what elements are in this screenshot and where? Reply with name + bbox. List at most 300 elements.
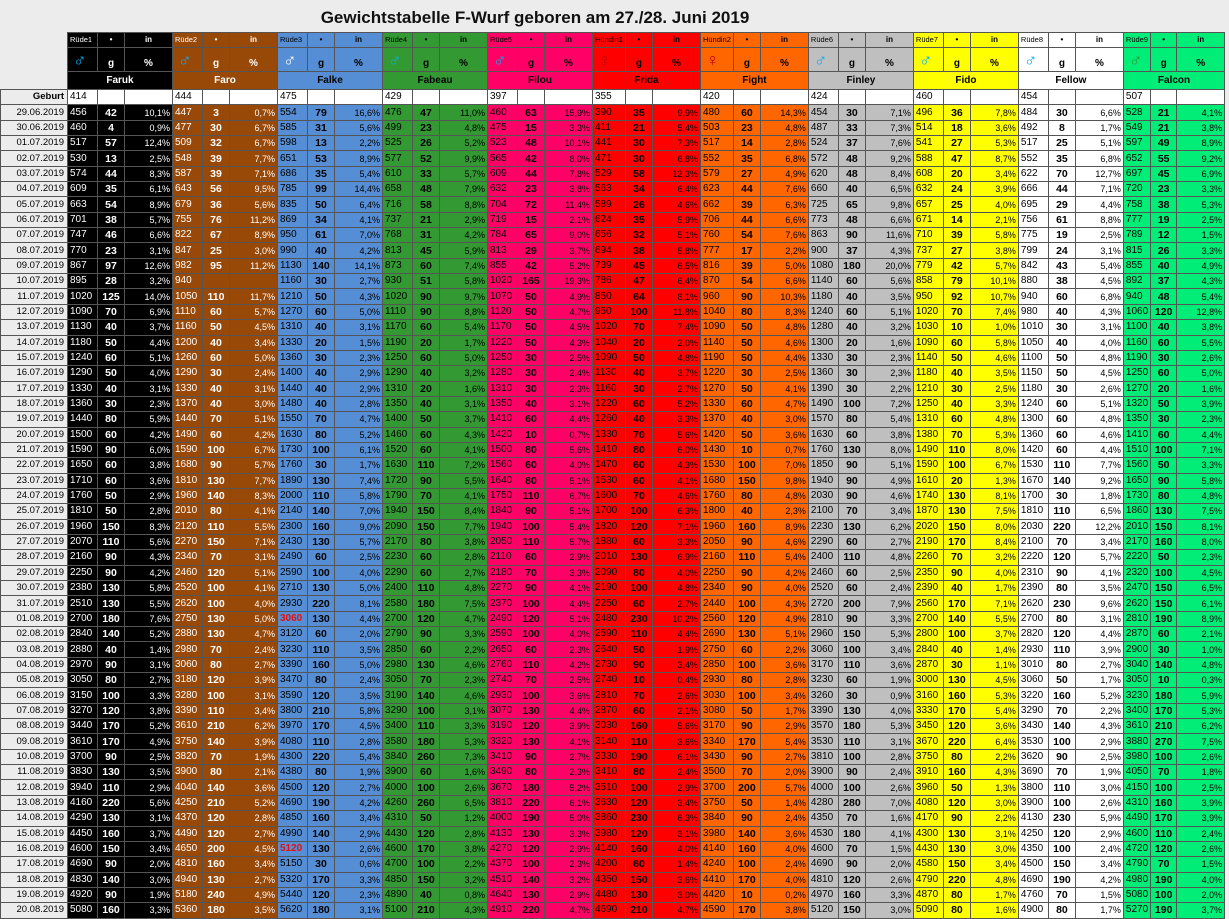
percent-cell[interactable]: 5,1% — [230, 412, 278, 427]
weight-cell[interactable]: 4920 — [68, 887, 98, 902]
percent-cell[interactable]: 7,0% — [335, 504, 383, 519]
gain-cell[interactable]: 13 — [308, 136, 335, 151]
weight-cell[interactable]: 529 — [593, 166, 626, 181]
gain-cell[interactable]: 120 — [625, 826, 652, 841]
percent-cell[interactable]: 8,3% — [125, 166, 173, 181]
gain-cell[interactable]: 80 — [518, 442, 545, 457]
percent-cell[interactable]: 5,7% — [440, 166, 488, 181]
gain-cell[interactable]: 10 — [625, 673, 652, 688]
weight-cell[interactable]: 2800 — [913, 627, 943, 642]
percent-cell[interactable]: 4,9% — [760, 611, 808, 626]
percent-cell[interactable]: 5,4% — [865, 412, 913, 427]
weight-cell[interactable]: 4370 — [488, 857, 518, 872]
weight-cell[interactable]: 5320 — [278, 872, 308, 887]
gain-cell[interactable]: 90 — [733, 534, 760, 549]
weight-cell[interactable]: 2820 — [1018, 627, 1048, 642]
weight-cell[interactable]: 725 — [808, 197, 838, 212]
weight-cell[interactable]: 2810 — [593, 688, 626, 703]
weight-cell[interactable]: 3430 — [700, 749, 733, 764]
weight-cell[interactable]: 456 — [68, 105, 98, 120]
weight-cell[interactable]: 1090 — [68, 304, 98, 319]
weight-cell[interactable]: 1750 — [488, 488, 518, 503]
percent-cell[interactable]: 3,0% — [1075, 780, 1123, 795]
percent-cell[interactable]: 11,2% — [230, 258, 278, 273]
percent-cell[interactable]: 2,9% — [125, 780, 173, 795]
weight-cell[interactable]: 577 — [383, 151, 413, 166]
percent-cell[interactable]: 5,3% — [865, 627, 913, 642]
puppy-label-3[interactable]: Rüde4 — [383, 33, 413, 48]
weight-cell[interactable]: 1680 — [173, 458, 203, 473]
gain-cell[interactable]: 50 — [518, 289, 545, 304]
percent-cell[interactable]: 4,1% — [335, 212, 383, 227]
in-cell[interactable]: in — [1075, 33, 1123, 48]
unit-g[interactable]: g — [308, 48, 335, 72]
gain-cell[interactable]: 150 — [733, 473, 760, 488]
gain-cell[interactable]: 60 — [518, 642, 545, 657]
sex-symbol-icon[interactable] — [488, 48, 518, 72]
gain-cell[interactable]: 90 — [518, 504, 545, 519]
gain-cell[interactable]: 160 — [308, 657, 335, 672]
weight-cell[interactable]: 1360 — [278, 350, 308, 365]
percent-cell[interactable]: 3,5% — [335, 688, 383, 703]
weight-cell[interactable]: 3530 — [1018, 734, 1048, 749]
percent-cell[interactable]: 0,2% — [760, 887, 808, 902]
percent-cell[interactable]: 11,4% — [545, 197, 593, 212]
percent-cell[interactable]: 2,2% — [440, 857, 488, 872]
puppy-name-finley[interactable]: Finley — [808, 72, 913, 90]
weight-cell[interactable]: 5620 — [278, 903, 308, 918]
percent-cell[interactable]: 3,8% — [125, 458, 173, 473]
weight-cell[interactable]: 4790 — [1123, 857, 1150, 872]
weight-cell[interactable]: 608 — [913, 166, 943, 181]
weight-cell[interactable]: 1960 — [68, 519, 98, 534]
date-cell[interactable]: 13.07.2019 — [1, 320, 68, 335]
cell[interactable] — [308, 90, 335, 105]
gain-cell[interactable]: 8 — [1048, 120, 1075, 135]
percent-cell[interactable]: 2,0% — [335, 627, 383, 642]
weight-cell[interactable]: 1410 — [1123, 427, 1150, 442]
gain-cell[interactable]: 110 — [733, 550, 760, 565]
gain-cell[interactable]: 160 — [308, 519, 335, 534]
date-cell[interactable]: 02.07.2019 — [1, 151, 68, 166]
gain-cell[interactable]: 170 — [1151, 811, 1177, 826]
gain-cell[interactable]: 30 — [733, 366, 760, 381]
gain-cell[interactable]: 47 — [413, 105, 440, 120]
weight-cell[interactable]: 773 — [808, 212, 838, 227]
weight-cell[interactable]: 2930 — [700, 673, 733, 688]
weight-cell[interactable]: 514 — [913, 120, 943, 135]
gain-cell[interactable]: 70 — [625, 320, 652, 335]
percent-cell[interactable]: 7,8% — [970, 105, 1018, 120]
gain-cell[interactable]: 50 — [1151, 396, 1177, 411]
weight-cell[interactable]: 739 — [593, 258, 626, 273]
gain-cell[interactable]: 100 — [733, 458, 760, 473]
unit-pct[interactable]: % — [230, 48, 278, 72]
weight-cell[interactable]: 1440 — [68, 412, 98, 427]
sex-symbol-icon[interactable] — [593, 48, 626, 72]
percent-cell[interactable]: 4,3% — [1075, 719, 1123, 734]
weight-cell[interactable]: 1820 — [593, 519, 626, 534]
weight-cell[interactable]: 1650 — [1123, 473, 1150, 488]
percent-cell[interactable]: 4,4% — [1075, 627, 1123, 642]
gain-cell[interactable]: 60 — [733, 396, 760, 411]
gain-cell[interactable]: 15 — [518, 212, 545, 227]
gain-cell[interactable]: 31 — [308, 120, 335, 135]
gain-cell[interactable]: 80 — [943, 749, 970, 764]
gain-cell[interactable]: 80 — [838, 412, 865, 427]
percent-cell[interactable]: 0,6% — [335, 857, 383, 872]
header-corner-3[interactable] — [1, 72, 68, 90]
weight-cell[interactable]: 1940 — [488, 519, 518, 534]
puppy-label-2[interactable]: Rüde3 — [278, 33, 308, 48]
percent-cell[interactable]: 9,2% — [865, 151, 913, 166]
gain-cell[interactable]: 100 — [943, 627, 970, 642]
gain-cell[interactable]: 80 — [98, 412, 125, 427]
weight-cell[interactable]: 1310 — [383, 381, 413, 396]
weight-cell[interactable]: 1500 — [488, 442, 518, 457]
gain-cell[interactable]: 45 — [413, 243, 440, 258]
weight-cell[interactable]: 4310 — [1123, 795, 1150, 810]
gain-cell[interactable]: 50 — [943, 350, 970, 365]
weight-cell[interactable]: 3750 — [913, 749, 943, 764]
sex-symbol-icon[interactable] — [173, 48, 203, 72]
weight-cell[interactable]: 4040 — [173, 780, 203, 795]
gain-cell[interactable]: 100 — [518, 688, 545, 703]
gain-cell[interactable]: 70 — [203, 550, 230, 565]
sex-symbol-icon[interactable] — [68, 48, 98, 72]
weight-cell[interactable]: 4850 — [383, 872, 413, 887]
gain-cell[interactable]: 90 — [733, 749, 760, 764]
percent-cell[interactable]: 4,8% — [760, 320, 808, 335]
weight-cell[interactable]: 3120 — [278, 627, 308, 642]
date-cell[interactable]: 06.08.2019 — [1, 688, 68, 703]
gain-cell[interactable]: 70 — [518, 565, 545, 580]
gain-cell[interactable]: 90 — [518, 581, 545, 596]
gain-cell[interactable]: 100 — [413, 703, 440, 718]
percent-cell[interactable]: 4,0% — [760, 581, 808, 596]
weight-cell[interactable]: 1130 — [278, 258, 308, 273]
gain-cell[interactable]: 32 — [203, 136, 230, 151]
weight-cell[interactable]: 4000 — [488, 811, 518, 826]
weight-cell[interactable]: 1810 — [68, 504, 98, 519]
unit-g[interactable]: g — [413, 48, 440, 72]
percent-cell[interactable]: 2,9% — [335, 366, 383, 381]
percent-cell[interactable]: 4,3% — [545, 335, 593, 350]
percent-cell[interactable]: 1,8% — [1075, 488, 1123, 503]
weight-cell[interactable]: 3270 — [68, 703, 98, 718]
gain-cell[interactable]: 90 — [518, 749, 545, 764]
gain-cell[interactable]: 150 — [203, 534, 230, 549]
percent-cell[interactable]: 2,3% — [440, 673, 488, 688]
weight-cell[interactable]: 3500 — [700, 765, 733, 780]
gain-cell[interactable]: 90 — [413, 289, 440, 304]
gain-cell[interactable]: 100 — [413, 857, 440, 872]
weight-cell[interactable]: 3490 — [488, 765, 518, 780]
weight-cell[interactable]: 4250 — [173, 795, 203, 810]
weight-cell[interactable]: 870 — [700, 274, 733, 289]
percent-cell[interactable]: 5,7% — [125, 212, 173, 227]
weight-cell[interactable]: 1410 — [593, 442, 626, 457]
gain-cell[interactable]: 170 — [98, 719, 125, 734]
weight-cell[interactable]: 2490 — [488, 611, 518, 626]
percent-cell[interactable]: 2,6% — [1075, 381, 1123, 396]
percent-cell[interactable]: 5,3% — [970, 688, 1018, 703]
gain-cell[interactable]: 30 — [203, 120, 230, 135]
percent-cell[interactable]: 5,0% — [1177, 366, 1225, 381]
weight-cell[interactable]: 1310 — [278, 320, 308, 335]
gain-cell[interactable]: 220 — [943, 734, 970, 749]
weight-cell[interactable]: 2710 — [278, 581, 308, 596]
bullet-cell[interactable]: • — [203, 33, 230, 48]
in-cell[interactable]: in — [652, 33, 700, 48]
gain-cell[interactable]: 160 — [733, 841, 760, 856]
weight-cell[interactable]: 1380 — [913, 427, 943, 442]
weight-cell[interactable]: 4850 — [278, 811, 308, 826]
percent-cell[interactable]: 3,4% — [970, 166, 1018, 181]
in-cell[interactable]: in — [760, 33, 808, 48]
percent-cell[interactable]: 3,4% — [230, 703, 278, 718]
gain-cell[interactable]: 120 — [518, 611, 545, 626]
gain-cell[interactable]: 21 — [625, 120, 652, 135]
weight-cell[interactable]: 2970 — [68, 657, 98, 672]
weight-cell[interactable]: 1590 — [913, 458, 943, 473]
gain-cell[interactable]: 170 — [98, 734, 125, 749]
percent-cell[interactable]: 2,9% — [1075, 734, 1123, 749]
weight-cell[interactable]: 471 — [593, 151, 626, 166]
birth-weight[interactable]: 475 — [278, 90, 308, 105]
gain-cell[interactable]: 100 — [518, 857, 545, 872]
percent-cell[interactable]: 0,4% — [652, 673, 700, 688]
percent-cell[interactable]: 3,4% — [760, 688, 808, 703]
percent-cell[interactable]: 3,4% — [125, 841, 173, 856]
gain-cell[interactable]: 80 — [518, 473, 545, 488]
weight-cell[interactable]: 1530 — [593, 473, 626, 488]
weight-cell[interactable]: 1490 — [173, 427, 203, 442]
gain-cell[interactable]: 30 — [1151, 350, 1177, 365]
percent-cell[interactable]: 0,9% — [125, 120, 173, 135]
gain-cell[interactable]: 97 — [98, 258, 125, 273]
percent-cell[interactable]: 5,2% — [230, 795, 278, 810]
date-cell[interactable]: 07.07.2019 — [1, 228, 68, 243]
percent-cell[interactable]: 3,7% — [125, 320, 173, 335]
percent-cell[interactable]: 3,0% — [652, 887, 700, 902]
weight-cell[interactable]: 1350 — [383, 396, 413, 411]
weight-cell[interactable]: 1940 — [808, 473, 838, 488]
gain-cell[interactable]: 110 — [838, 550, 865, 565]
weight-cell[interactable]: 2010 — [173, 504, 203, 519]
weight-cell[interactable]: 4240 — [700, 857, 733, 872]
gain-cell[interactable]: 60 — [203, 350, 230, 365]
gain-cell[interactable]: 140 — [308, 826, 335, 841]
percent-cell[interactable]: 3,3% — [865, 611, 913, 626]
unit-g[interactable]: g — [838, 48, 865, 72]
weight-cell[interactable]: 3530 — [808, 734, 838, 749]
percent-cell[interactable]: 2,7% — [652, 596, 700, 611]
date-cell[interactable]: 05.07.2019 — [1, 197, 68, 212]
weight-cell[interactable]: 842 — [1018, 258, 1048, 273]
gain-cell[interactable]: 120 — [838, 872, 865, 887]
date-cell[interactable]: 08.08.2019 — [1, 719, 68, 734]
gain-cell[interactable]: 30 — [308, 857, 335, 872]
percent-cell[interactable]: 4,5% — [230, 841, 278, 856]
percent-cell[interactable]: 8,9% — [1177, 611, 1225, 626]
percent-cell[interactable]: 15,9% — [545, 105, 593, 120]
weight-cell[interactable]: 2870 — [593, 703, 626, 718]
weight-cell[interactable]: 671 — [913, 212, 943, 227]
gain-cell[interactable]: 90 — [838, 857, 865, 872]
weight-cell[interactable]: 3570 — [808, 719, 838, 734]
weight-cell[interactable]: 1020 — [68, 289, 98, 304]
date-cell[interactable]: 23.07.2019 — [1, 473, 68, 488]
percent-cell[interactable]: 5,8% — [970, 335, 1018, 350]
gain-cell[interactable]: 130 — [943, 673, 970, 688]
weight-cell[interactable]: 579 — [700, 166, 733, 181]
percent-cell[interactable]: 1,0% — [970, 320, 1018, 335]
cell[interactable] — [1048, 90, 1075, 105]
percent-cell[interactable]: 6,5% — [440, 795, 488, 810]
percent-cell[interactable]: 5,1% — [652, 228, 700, 243]
gain-cell[interactable]: 70 — [413, 488, 440, 503]
weight-cell[interactable]: 697 — [1123, 166, 1150, 181]
percent-cell[interactable]: 3,1% — [652, 826, 700, 841]
weight-cell[interactable]: 1360 — [808, 366, 838, 381]
weight-cell[interactable]: 694 — [593, 243, 626, 258]
gain-cell[interactable]: 27 — [943, 136, 970, 151]
weight-cell[interactable]: 4760 — [1018, 887, 1048, 902]
percent-cell[interactable]: 3,2% — [545, 872, 593, 887]
percent-cell[interactable]: 2,5% — [1177, 780, 1225, 795]
weight-cell[interactable]: 3330 — [593, 749, 626, 764]
percent-cell[interactable]: 1,7% — [1075, 120, 1123, 135]
gain-cell[interactable]: 100 — [733, 657, 760, 672]
gain-cell[interactable]: 24 — [943, 182, 970, 197]
gain-cell[interactable]: 90 — [733, 581, 760, 596]
gain-cell[interactable]: 130 — [308, 581, 335, 596]
percent-cell[interactable]: 9,8% — [760, 473, 808, 488]
weight-cell[interactable]: 525 — [383, 136, 413, 151]
weight-cell[interactable]: 2270 — [173, 534, 203, 549]
percent-cell[interactable]: 5,5% — [1177, 335, 1225, 350]
percent-cell[interactable]: 4,5% — [970, 673, 1018, 688]
percent-cell[interactable]: 4,9% — [125, 734, 173, 749]
weight-cell[interactable]: 4690 — [593, 903, 626, 918]
percent-cell[interactable]: 3,6% — [652, 734, 700, 749]
percent-cell[interactable]: 2,4% — [1075, 841, 1123, 856]
weight-cell[interactable]: 4430 — [913, 841, 943, 856]
weight-cell[interactable]: 658 — [383, 182, 413, 197]
percent-cell[interactable]: 6,7% — [230, 120, 278, 135]
weight-cell[interactable]: 2750 — [700, 642, 733, 657]
percent-cell[interactable]: 2,3% — [335, 887, 383, 902]
gain-cell[interactable]: 60 — [1151, 427, 1177, 442]
weight-cell[interactable]: 3610 — [1123, 719, 1150, 734]
percent-cell[interactable]: 4,7% — [545, 903, 593, 918]
gain-cell[interactable]: 67 — [203, 228, 230, 243]
percent-cell[interactable]: 5,7% — [1075, 550, 1123, 565]
percent-cell[interactable]: 5,3% — [440, 734, 488, 749]
gain-cell[interactable]: 72 — [518, 197, 545, 212]
percent-cell[interactable]: 3,1% — [335, 320, 383, 335]
cell[interactable] — [335, 90, 383, 105]
percent-cell[interactable]: 2,6% — [652, 688, 700, 703]
gain-cell[interactable]: 60 — [625, 396, 652, 411]
percent-cell[interactable]: 2,3% — [335, 350, 383, 365]
weight-cell[interactable]: 2580 — [383, 596, 413, 611]
gain-cell[interactable]: 50 — [1048, 350, 1075, 365]
gain-cell[interactable]: 130 — [943, 504, 970, 519]
percent-cell[interactable]: 3,8% — [970, 243, 1018, 258]
percent-cell[interactable]: 10,1% — [545, 136, 593, 151]
weight-cell[interactable]: 679 — [173, 197, 203, 212]
weight-cell[interactable]: 2180 — [488, 565, 518, 580]
gain-cell[interactable]: 60 — [838, 673, 865, 688]
percent-cell[interactable]: 6,4% — [652, 274, 700, 289]
gain-cell[interactable]: 170 — [308, 872, 335, 887]
percent-cell[interactable]: 9,0% — [335, 519, 383, 534]
weight-cell[interactable]: 2010 — [593, 550, 626, 565]
gain-cell[interactable]: 60 — [838, 581, 865, 596]
bullet-cell[interactable]: • — [308, 33, 335, 48]
percent-cell[interactable]: 5,1% — [1075, 136, 1123, 151]
weight-cell[interactable]: 1250 — [383, 350, 413, 365]
weight-cell[interactable]: 1480 — [278, 396, 308, 411]
weight-cell[interactable]: 554 — [278, 105, 308, 120]
percent-cell[interactable]: 2,2% — [970, 749, 1018, 764]
gain-cell[interactable]: 23 — [518, 182, 545, 197]
percent-cell[interactable]: 12,2% — [1075, 519, 1123, 534]
weight-cell[interactable]: 1390 — [808, 381, 838, 396]
weight-cell[interactable]: 2650 — [488, 642, 518, 657]
gain-cell[interactable]: 50 — [733, 350, 760, 365]
weight-cell[interactable]: 663 — [68, 197, 98, 212]
weight-cell[interactable]: 3290 — [383, 703, 413, 718]
gain-cell[interactable]: 70 — [1048, 166, 1075, 181]
weight-cell[interactable]: 1100 — [1123, 320, 1150, 335]
percent-cell[interactable]: 1,7% — [335, 458, 383, 473]
date-cell[interactable]: 03.07.2019 — [1, 166, 68, 181]
gain-cell[interactable]: 70 — [1048, 534, 1075, 549]
percent-cell[interactable]: 7,1% — [970, 596, 1018, 611]
percent-cell[interactable]: 8,4% — [440, 504, 488, 519]
gain-cell[interactable]: 140 — [203, 734, 230, 749]
gain-cell[interactable]: 100 — [203, 442, 230, 457]
weight-cell[interactable]: 950 — [913, 289, 943, 304]
weight-cell[interactable]: 1190 — [383, 335, 413, 350]
gain-cell[interactable]: 180 — [203, 903, 230, 918]
gain-cell[interactable]: 60 — [625, 596, 652, 611]
weight-cell[interactable]: 784 — [488, 228, 518, 243]
weight-cell[interactable]: 5080 — [68, 903, 98, 918]
percent-cell[interactable]: 4,4% — [1075, 197, 1123, 212]
gain-cell[interactable]: 90 — [838, 765, 865, 780]
percent-cell[interactable]: 9,7% — [440, 289, 488, 304]
weight-cell[interactable]: 2840 — [68, 627, 98, 642]
percent-cell[interactable]: 2,3% — [545, 765, 593, 780]
weight-cell[interactable]: 1360 — [1018, 427, 1048, 442]
unit-pct[interactable]: % — [760, 48, 808, 72]
percent-cell[interactable]: 3,1% — [440, 396, 488, 411]
weight-cell[interactable]: 869 — [278, 212, 308, 227]
weight-cell[interactable]: 863 — [808, 228, 838, 243]
percent-cell[interactable]: 4,0% — [970, 565, 1018, 580]
weight-cell[interactable]: 2930 — [488, 688, 518, 703]
gain-cell[interactable]: 160 — [1151, 795, 1177, 810]
gain-cell[interactable]: 44 — [1048, 182, 1075, 197]
weight-cell[interactable]: 980 — [1018, 304, 1048, 319]
percent-cell[interactable]: 5,9% — [652, 212, 700, 227]
gain-cell[interactable]: 120 — [308, 887, 335, 902]
weight-cell[interactable]: 1260 — [593, 412, 626, 427]
